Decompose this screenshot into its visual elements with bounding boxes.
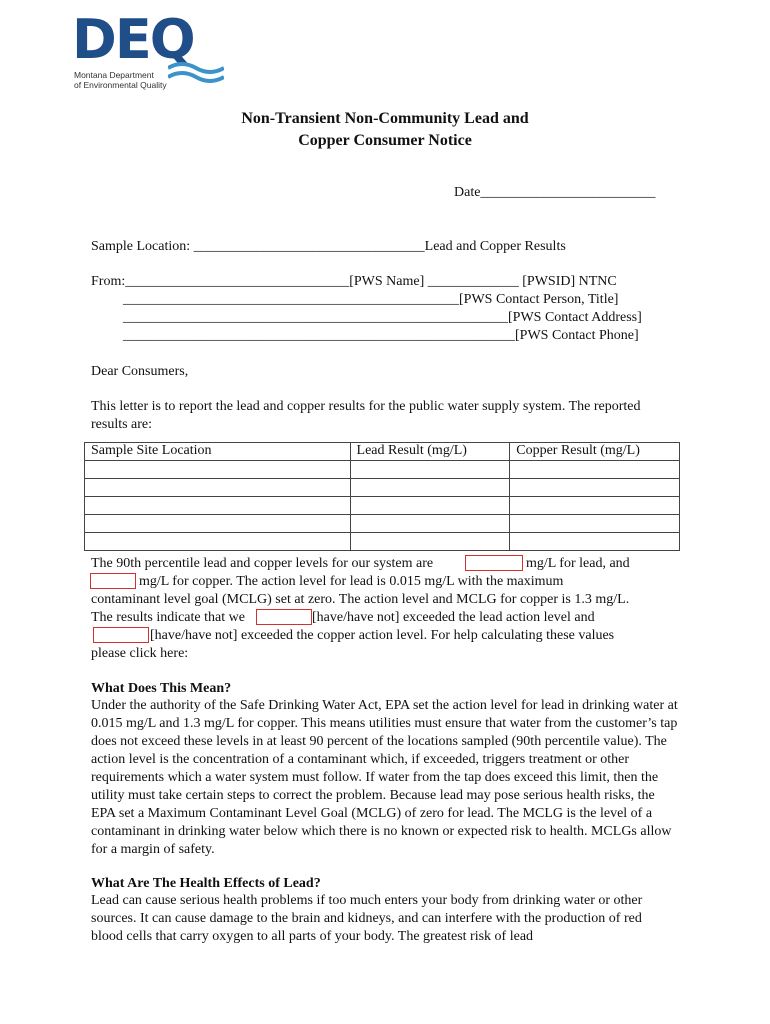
table-row bbox=[85, 497, 680, 515]
section-body: Lead can cause serious health problems if too much enters your body from drinking water or other sources. It can cause damage to the brain and kidneys, and can interfere with the production of red blood cells that carry oxygen to all parts of your body. The greatest risk of lead bbox=[91, 893, 643, 944]
deq-logo: DEQ bbox=[72, 8, 194, 71]
table-cell[interactable] bbox=[510, 479, 680, 497]
table-cell[interactable] bbox=[510, 461, 680, 479]
title-line2: Copper Consumer Notice bbox=[298, 132, 472, 149]
title-line1: Non-Transient Non-Community Lead and bbox=[241, 110, 529, 127]
table-header-row bbox=[85, 443, 680, 461]
table-cell[interactable] bbox=[350, 497, 510, 515]
table-cell[interactable] bbox=[510, 515, 680, 533]
intro-paragraph: This letter is to report the lead and copper results for the public water supply system. The reported results are: bbox=[91, 399, 641, 432]
sample-location-field[interactable]: Sample Location: _________________________________Lead and Copper Results bbox=[91, 239, 566, 254]
results-table bbox=[84, 442, 680, 551]
logo-subtitle-line2: of Environmental Quality bbox=[74, 80, 167, 90]
table-cell[interactable] bbox=[350, 461, 510, 479]
logo-subtitle bbox=[74, 70, 167, 90]
percentile-line-1: The 90th percentile lead and copper levels for our system are bbox=[91, 556, 434, 571]
percentile-line-1-end: mg/L for lead, and bbox=[526, 556, 630, 571]
greeting: Dear Consumers, bbox=[91, 364, 189, 379]
table-cell[interactable] bbox=[85, 515, 351, 533]
percentile-line-3: contaminant level goal (MCLG) set at zero. The action level and MCLG for copper is 1.3 mg/L. bbox=[91, 592, 630, 607]
section-heading: What Are The Health Effects of Lead? bbox=[91, 876, 321, 891]
table-cell[interactable] bbox=[350, 533, 510, 551]
table-row bbox=[85, 461, 680, 479]
logo-subtitle-line1: Montana Department bbox=[74, 70, 154, 80]
section-health-effects-of-lead bbox=[91, 876, 671, 946]
percentile-line-5: [have/have not] exceeded the copper action level. For help calculating these values bbox=[150, 628, 615, 643]
percentile-line-4-end: [have/have not] exceeded the lead action level and bbox=[312, 610, 595, 625]
column-header-lead: Lead Result (mg/L) bbox=[350, 443, 510, 461]
section-heading: What Does This Mean? bbox=[91, 681, 232, 696]
table-cell[interactable] bbox=[350, 479, 510, 497]
table-cell[interactable] bbox=[510, 533, 680, 551]
table-cell[interactable] bbox=[85, 461, 351, 479]
table-cell[interactable] bbox=[510, 497, 680, 515]
column-header-site: Sample Site Location bbox=[85, 443, 351, 461]
table-cell[interactable] bbox=[350, 515, 510, 533]
copper-90th-percentile-input[interactable] bbox=[90, 573, 136, 589]
lead-exceeded-input[interactable] bbox=[256, 609, 312, 625]
column-header-copper: Copper Result (mg/L) bbox=[510, 443, 680, 461]
from-pws-name-field[interactable]: From:________________________________[PWS Name] _____________ [PWSID] NTNC bbox=[91, 274, 617, 289]
section-body: Under the authority of the Safe Drinking Water Act, EPA set the action level for lead in drinking water at 0.015 mg/L and 1.3 mg/L for copper. This means utilities must ensure that water from the customer’s tap does not exceed these levels in at least 90 percent of the locations sampled (90th percentile value). The action level is the concentration of a contaminant which, if exceeded, triggers treatment or other requirements which a water system must follow. If water from the tap does exceed this limit, then the utility must take certain steps to correct the problem. Because lead may pose serious health risks, the EPA set a Maximum Contaminant Level Goal (MCLG) of zero for lead. The MCLG is the level of a contaminant in drinking water below which there is no known or expected risk to health. MCLGs allow for a margin of safety. bbox=[91, 698, 678, 857]
notice-title bbox=[0, 108, 770, 152]
table-row bbox=[85, 533, 680, 551]
table-cell[interactable] bbox=[85, 497, 351, 515]
section-what-does-this-mean bbox=[91, 681, 681, 859]
pws-contact-person-field[interactable]: ________________________________________________[PWS Contact Person, Title] bbox=[123, 292, 619, 307]
pws-contact-phone-field[interactable]: ________________________________________________________[PWS Contact Phone] bbox=[123, 328, 639, 343]
pws-contact-address-field[interactable]: _______________________________________________________[PWS Contact Address] bbox=[123, 310, 642, 325]
percentile-line-2: mg/L for copper. The action level for lead is 0.015 mg/L with the maximum bbox=[139, 574, 564, 589]
table-row bbox=[85, 515, 680, 533]
percentile-line-4: The results indicate that we bbox=[91, 610, 245, 625]
copper-exceeded-input[interactable] bbox=[93, 627, 149, 643]
table-cell[interactable] bbox=[85, 533, 351, 551]
date-field[interactable]: Date_________________________ bbox=[454, 185, 656, 200]
lead-90th-percentile-input[interactable] bbox=[465, 555, 523, 571]
logo-wave-icon bbox=[168, 60, 224, 88]
calculate-help-link[interactable]: please click here: bbox=[91, 646, 189, 661]
table-row bbox=[85, 479, 680, 497]
table-cell[interactable] bbox=[85, 479, 351, 497]
